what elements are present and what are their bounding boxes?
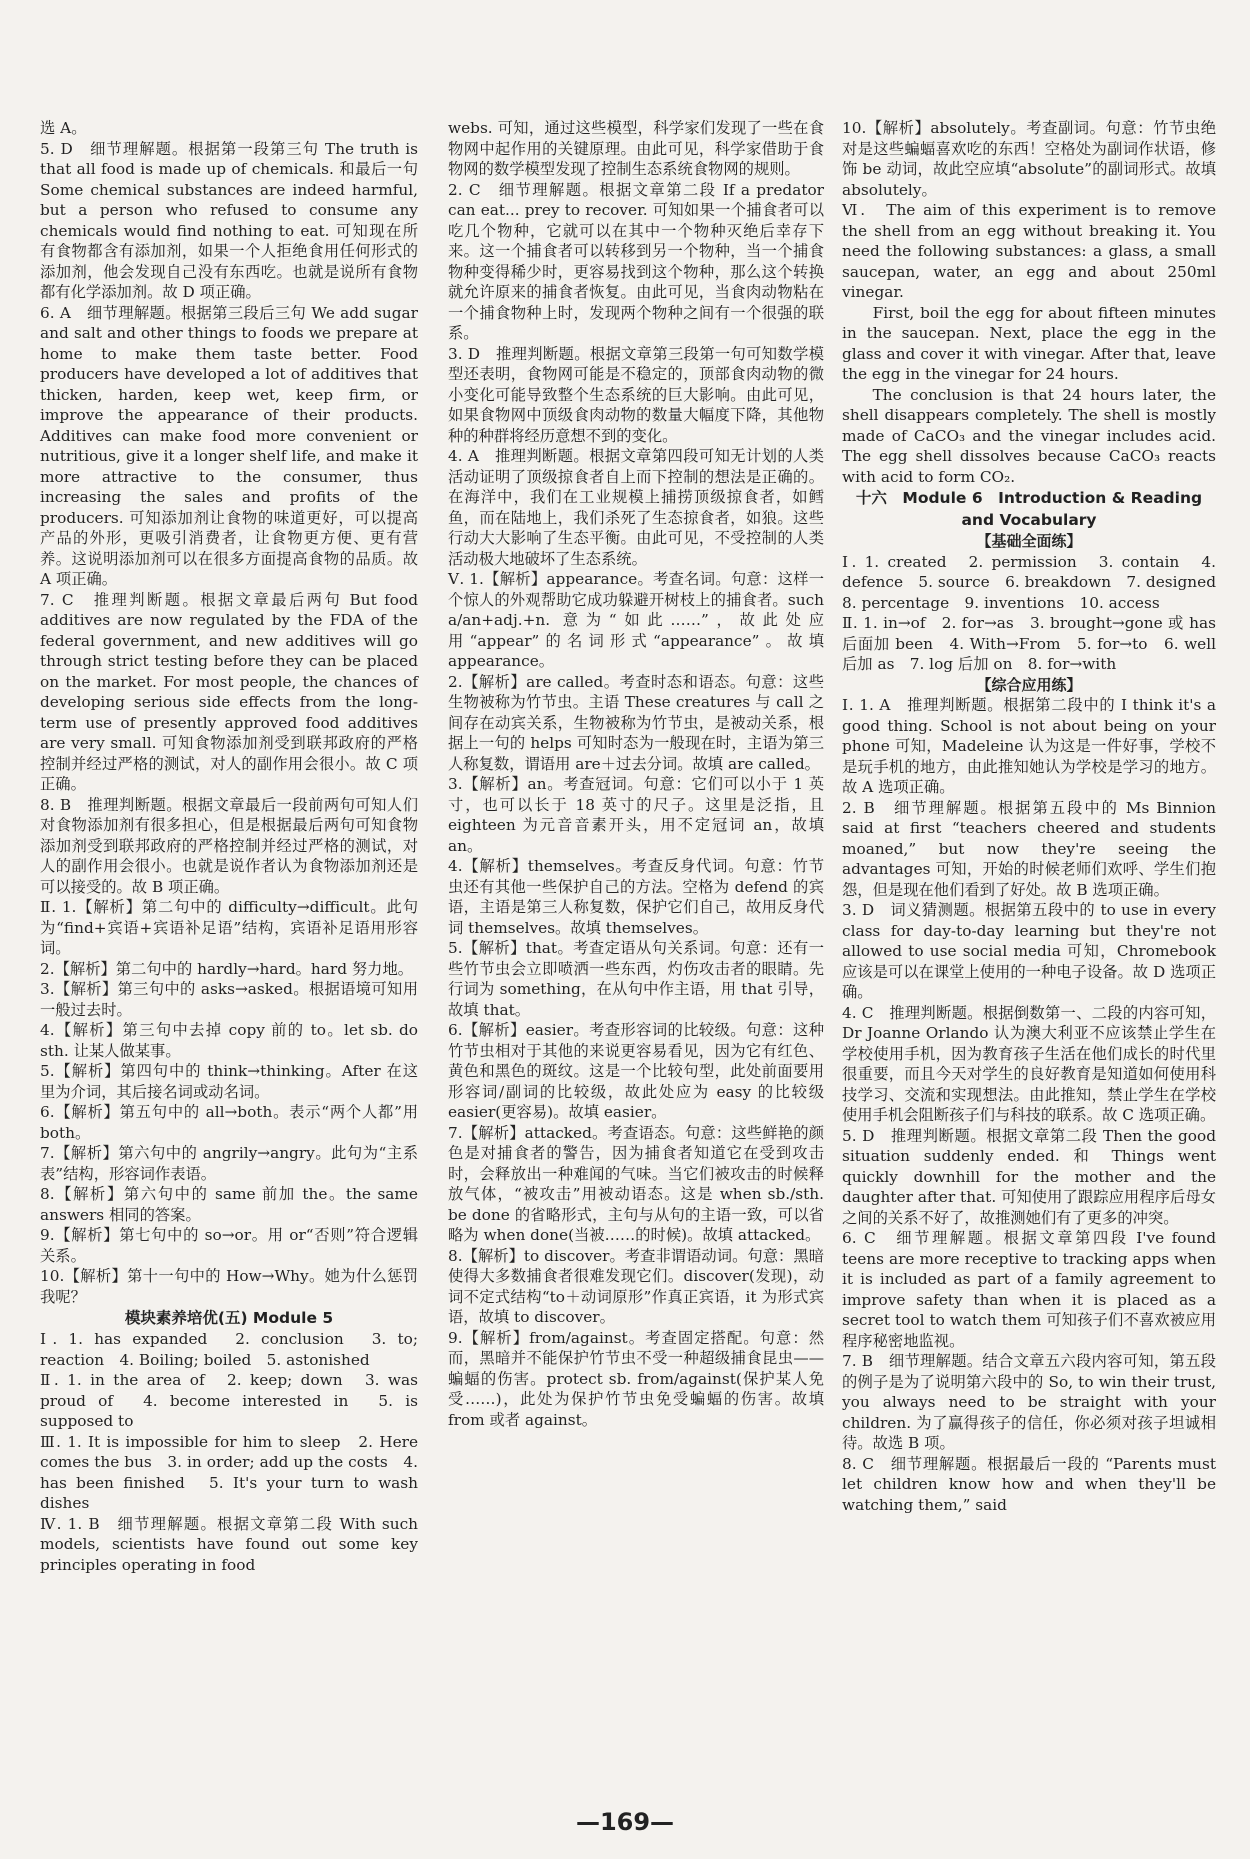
answer-item: 3.【解析】an。考查冠词。句意：它们可以小于 1 英寸，也可以长于 18 英寸的尺子。这里是泛指，且 eighteen 为元音音素开头，用不定冠词 an，故填 an。 <box>448 775 824 855</box>
answer-item: 5. D 细节理解题。根据第一段第三句 The truth is that all food is made up of chemicals. 和最后一句 Some chemical substances are indeed harmful, but a person who refused to consume any chemicals would find nothing to eat. 可知现在所有食物都含有添加剂，如果一个人拒绝食用任何形式的添加剂，他会发现自己没有东西吃。也就是说所有食物都有化学添加剂。故 D 项正确。 <box>40 139 418 301</box>
answer-item: 7.【解析】第六句中的 angrily→angry。此句为“主系表”结构，形容词作表语。 <box>40 1144 418 1183</box>
answer-item: 8.【解析】to discover。考查非谓语动词。句意：黑暗使得大多数捕食者很难发现它们。discover(发现)，动词不定式结构“to＋动词原形”作真正宾语，it 为形式宾语，故填 to discover。 <box>448 1246 824 1326</box>
subsection-title: 【综合应用练】 <box>976 675 1082 694</box>
answer-item: 10.【解析】第十一句中的 How→Why。她为什么惩罚我呢？ <box>40 1267 418 1306</box>
answer-item: 2.【解析】第二句中的 hardly→hard。hard 努力地。 <box>40 959 414 978</box>
answer-item: 8.【解析】第六句中的 same 前加 the。the same answers 相同的答案。 <box>40 1185 418 1224</box>
answer-item: 10.【解析】absolutely。考查副词。句意：竹节虫绝对是这些蝙蝠喜欢吃的东西！空格处为副词作状语，修饰 be 动词，故此空应填“absolute”的副词形式。故填 absolutely。 <box>842 119 1216 199</box>
answer-item: Ⅴ. 1.【解析】appearance。考查名词。句意：这样一个惊人的外观帮助它成功躲避开树枝上的捕食者。such a/an+adj.+n. 意为“如此……”，故此处应用“appear”的名词形式“appearance”。故填 appearance。 <box>448 570 824 670</box>
answer-item: Ⅱ. 1.【解析】第二句中的 difficulty→difficult。此句为“find+宾语+宾语补足语”结构，宾语补足语用形容词。 <box>40 898 418 957</box>
page-number: —169— <box>575 1808 675 1836</box>
answer-item: Ⅳ. 1. B 细节理解题。根据文章第二段 With such models, scientists have found out some key principles operating in food <box>40 1514 418 1574</box>
answer-item: 4. A 推理判断题。根据文章第四段可知无计划的人类活动证明了顶级掠食者自上而下控制的想法是正确的。在海洋中，我们在工业规模上捕捞顶级掠食者，如鳕鱼，而在陆地上，我们杀死了生态掠食者，如狼。这些行动大大影响了生态平衡。由此可见，不受控制的人类活动极大地破坏了生态系统。 <box>448 447 824 568</box>
section-title: 模块素养培优(五) Module 5 <box>124 1309 334 1327</box>
answer-item: 2.【解析】are called。考查时态和语态。句意：这些生物被称为竹节虫。主语 These creatures 与 call 之间存在动宾关系，生物被称为竹节虫，是被动关系，根据上一句的 helps 可知时态为一般现在时，主语为第三人称复数，谓语用 are＋过去分词。故填 are called。 <box>448 672 824 773</box>
answer-item: 7. C 推理判断题。根据文章最后两句 But food additives are now regulated by the FDA of the federal government, and new additives will go through strict testing before they can be placed on the market. For most people, the chances of developing serious side effects from the long-term use of presently approved food additives are very small. 可知食物添加剂受到联邦政府的严格控制并经过严格的测试，对人的副作用会很小。故 C 项正确。 <box>40 590 418 793</box>
answer-item: Ⅱ. 1. in the area of 2. keep; down 3. was proud of 4. become interested in 5. is supposed to <box>40 1371 418 1430</box>
answer-item: 3.【解析】第三句中的 asks→asked。根据语境可知用一般过去时。 <box>40 980 418 1019</box>
answer-item: 8. B 推理判断题。根据文章最后一段前两句可知人们对食物添加剂有很多担心，但是根据最后两句可知食物添加剂受到联邦政府的严格控制并经过严格的测试，对人的副作用会很小。也就是说作者认为食物添加剂还是可以接受的。故 B 项正确。 <box>40 795 418 896</box>
answer-item: 4.【解析】themselves。考查反身代词。句意：竹节虫还有其他一些保护自己的方法。空格为 defend 的宾语，主语是第三人称复数，保护它们自己，故用反身代词 themselves。故填 themselves。 <box>448 857 824 937</box>
answer-item: 5.【解析】that。考查定语从句关系词。句意：还有一些竹节虫会立即喷洒一些东西，灼伤攻击者的眼睛。先行词为 something，在从句中作主语，用 that 引导，故填 that。 <box>448 939 824 1019</box>
answer-item: Ⅰ. 1. has expanded 2. conclusion 3. to; reaction 4. Boiling; boiled 5. astonished <box>40 1330 418 1369</box>
answer-item: 8. C 细节理解题。根据最后一段的 “Parents must let children know how and when they'll be watching them,” said <box>842 1454 1216 1514</box>
answer-item: Ⅰ. 1. A 推理判断题。根据第二段中的 I think it's a good thing. School is not about being on your phone 可知，Madeleine 认为这是一件好事，学校不是玩手机的地方，由此推知她认为学校是学习的地方。故 A 选项正确。 <box>842 696 1216 796</box>
essay-paragraph: Ⅵ. The aim of this experiment is to remove the shell from an egg without breaking it. You need the following substances: a glass, a small saucepan, water, an egg and about 250ml vinegar. <box>842 201 1216 301</box>
answer-item: 4. C 推理判断题。根据倒数第一、二段的内容可知，Dr Joanne Orlando 认为澳大利亚不应该禁止学生在学校使用手机，因为教育孩子生活在他们成长的时代里很重要，而且今天对学生的良好教育是知道如何使用科技学习、交流和实现想法。由此推知，禁止学生在学校使用手机会阻断孩子们与科技的联系。故 C 选项正确。 <box>842 1003 1216 1124</box>
answer-item: Ⅰ. 1. created 2. permission 3. contain 4. defence 5. source 6. breakdown 7. designed 8. percentage 9. inventions 10. access <box>842 552 1232 612</box>
answer-item: 6.【解析】第五句中的 all→both。表示“两个人都”用 both。 <box>40 1103 418 1142</box>
answer-item: 6.【解析】easier。考查形容词的比较级。句意：这种竹节虫相对于其他的来说更容易看见，因为它有红色、黄色和黑色的斑纹。这是一个比较句型，此处前面要用形容词/副词的比较级，故此处应为 easy 的比较级 easier(更容易)。故填 easier。 <box>448 1021 824 1121</box>
answer-item: 5.【解析】第四句中的 think→thinking。After 在这里为介词，其后接名词或动名词。 <box>40 1062 418 1101</box>
answer-item: 7. B 细节理解题。结合文章五六段内容可知，第五段的例子是为了说明第六段中的 So, to win their trust, you always need to be straight with your children. 为了赢得孩子的信任，你必须对孩子坦诚相待。故选 B 项。 <box>842 1352 1216 1452</box>
column-right <box>842 118 1232 1515</box>
column-left <box>40 118 418 1575</box>
answer-item: 2. C 细节理解题。根据文章第二段 If a predator can eat... prey to recover. 可知如果一个捕食者可以吃几个物种，它就可以在其中一个物种灭绝后幸存下来。这一个捕食者可以转移到另一个物种，当一个捕食物种变得稀少时，更容易找到这个物种，那么这个转换就允许原来的捕食者恢复。由此可见，当食肉动物粘在一个捕食物种上时，发现两个物种之间有一个很强的联系。 <box>448 180 824 342</box>
text-block: webs. 可知，通过这些模型，科学家们发现了一些在食物网中起作用的关键原理。由此可见，科学家借助于食物网的数学模型发现了控制生态系统食物网的规则。 <box>448 119 824 178</box>
essay-paragraph: First, boil the egg for about fifteen minutes in the saucepan. Next, place the egg in the glass and cover it with vinegar. After that, leave the egg in the vinegar for 24 hours. <box>842 303 1216 383</box>
column-middle <box>448 118 824 1430</box>
section-title: 十六 Module 6 Introduction & Reading and Vocabulary <box>855 489 1203 529</box>
text-block: 选 A。 <box>40 119 87 137</box>
answer-item: 9.【解析】第七句中的 so→or。用 or“否则”符合逻辑关系。 <box>40 1226 418 1265</box>
answer-item: 4.【解析】第三句中去掉 copy 前的 to。let sb. do sth. 让某人做某事。 <box>40 1021 418 1060</box>
answer-item: Ⅲ. 1. It is impossible for him to sleep 2. Here comes the bus 3. in order; add up the costs 4. has been finished 5. It's your turn to wash dishes <box>40 1432 418 1512</box>
subsection-title: 【基础全面练】 <box>976 532 1082 550</box>
answer-item: 2. B 细节理解题。根据第五段中的 Ms Binnion said at first “teachers cheered and students moaned,” but now they're seeing the advantages 可知，开始的时候老师们欢呼、学生们抱怨，但是现在他们看到了好处。故 B 选项正确。 <box>842 798 1216 899</box>
answer-item: 3. D 推理判断题。根据文章第三段第一句可知数学模型还表明，食物网可能是不稳定的，顶部食肉动物的微小变化可能导致整个生态系统的巨大影响。由此可见，如果食物网中顶级食肉动物的数量大幅度下降，其他物种的种群将经历意想不到的变化。 <box>448 344 824 445</box>
answer-item: 3. D 词义猜测题。根据第五段中的 to use in every class for day-to-day learning but they're not allowed to use social media 可知，Chromebook 应该是可以在课堂上使用的一种电子设备。故 D 选项正确。 <box>842 901 1216 1001</box>
essay-paragraph: The conclusion is that 24 hours later, the shell disappears completely. The shell is mostly made of CaCO₃ and the vinegar includes acid. The egg shell dissolves because CaCO₃ reacts with acid to form CO₂. <box>842 385 1216 486</box>
answer-item: 6. A 细节理解题。根据第三段后三句 We add sugar and salt and other things to foods we prepare at home to make them taste better. Food producers have developed a lot of additives that thicken, harden, keep wet, keep firm, or improve the appearance of their products. Additives can make food more convenient or nutritious, give it a longer shelf life, and make it more attractive to the consumer, thus increasing the sales and profits of the producers. 可知添加剂让食物的味道更好，可以提高产品的外形，更吸引消费者，让食物更方便、更有营养。这说明添加剂可以在很多方面提高食物的品质。故 A 项正确。 <box>40 303 418 588</box>
answer-item: 5. D 推理判断题。根据文章第二段 Then the good situation suddenly ended. 和 Things went quickly downhill for the mother and the daughter after that. 可知使用了跟踪应用程序后母女之间的关系不好了，故推测她们有了更多的冲突。 <box>842 1126 1216 1227</box>
answer-item: 6. C 细节理解题。根据文章第四段 I've found teens are more receptive to tracking apps when it is included as part of a family agreement to improve safety than when it is placed as a secret tool to watch them 可知孩子们不喜欢被应用程序秘密地监视。 <box>842 1229 1216 1350</box>
answer-item: 7.【解析】attacked。考查语态。句意：这些鲜艳的颜色是对捕食者的警告，因为捕食者知道它在受到攻击时，会释放出一种难闻的气味。当它们被攻击的时候释放气体，“被攻击”用被动语态。这是 when sb./sth. be done 的省略形式，主句与从句的主语一致，可以省略为 when done(当被……的时候)。故填 attacked。 <box>448 1123 824 1244</box>
answer-item: Ⅱ. 1. in→of 2. for→as 3. brought→gone 或 has 后面加 been 4. With→From 5. for→to 6. well 后加 as 7. log 后加 on 8. for→with <box>842 614 1216 673</box>
answer-item: 9.【解析】from/against。考查固定搭配。句意：然而，黑暗并不能保护竹节虫不受一种超级捕食昆虫——蝙蝠的伤害。protect sb. from/against(保护某人免受……)，此处为保护竹节虫免受蝙蝠的伤害。故填 from 或者 against。 <box>448 1328 824 1429</box>
